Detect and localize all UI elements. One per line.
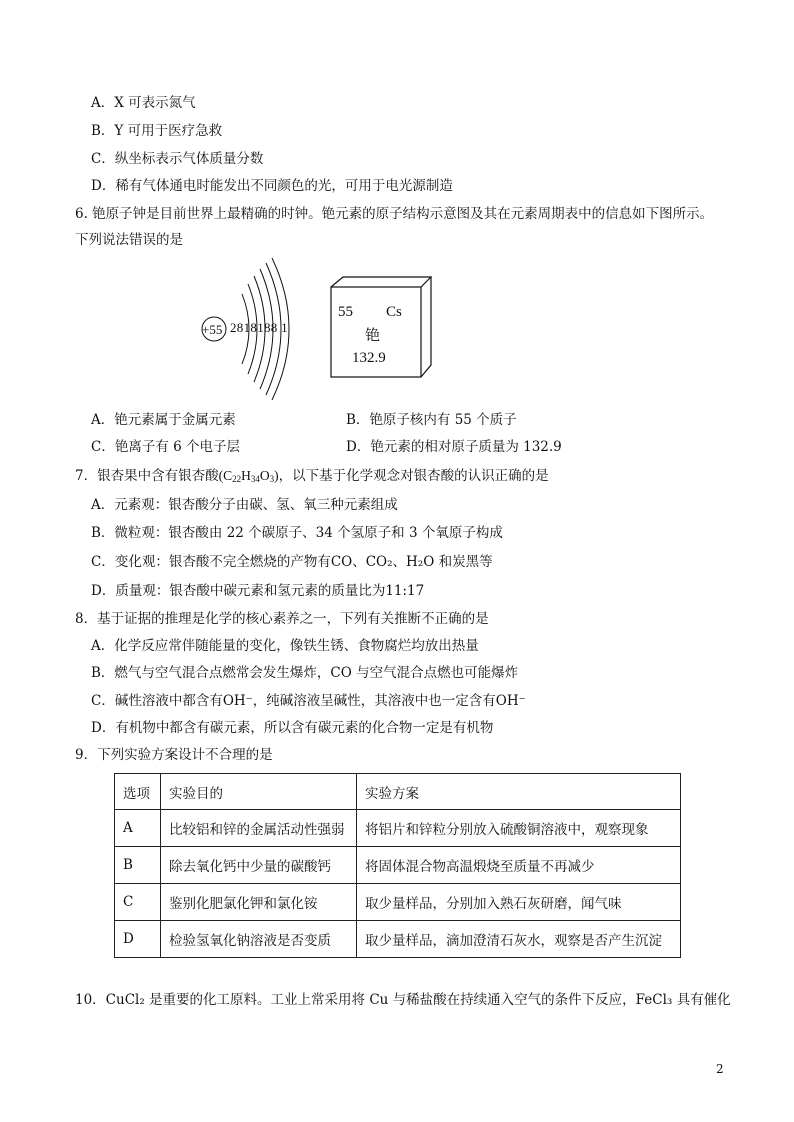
q7-formula: $(C_{22}H_{34}O_3)$ — [218, 468, 279, 484]
row-option: B — [115, 847, 161, 884]
q6-option-c: C．铯离子有 6 个电子层 — [91, 439, 241, 455]
q7-option-c: C．变化观：银杏酸不完全燃烧的产物有CO、CO₂、H₂O 和炭黑等 — [91, 554, 493, 570]
q8-option-a: A．化学反应常伴随能量的变化，像铁生锈、食物腐烂均放出热量 — [91, 638, 479, 654]
row-purpose: 鉴别化肥氯化钾和氯化铵 — [161, 884, 357, 921]
row-plan: 取少量样品，分别加入熟石灰研磨，闻气味 — [357, 884, 681, 921]
q6-option-a: A．铯元素属于金属元素 — [91, 412, 236, 428]
header-plan: 实验方案 — [357, 774, 681, 810]
q7-option-d: D．质量观：银杏酸中碳元素和氢元素的质量比为11:17 — [91, 583, 425, 599]
page-number: 2 — [716, 1062, 724, 1076]
table-row — [115, 884, 681, 921]
row-plan: 将铝片和锌粒分别放入硫酸铜溶液中，观察现象 — [357, 810, 681, 847]
row-purpose: 比较铝和锌的金属活动性强弱 — [161, 810, 357, 847]
q7-stem-post: ，以下基于化学观念对银杏酸的认识正确的是 — [278, 468, 549, 484]
shell-electron-counts: 2818188 1 — [230, 320, 288, 335]
q5-option-a: A．X 可表示氮气 — [91, 95, 196, 111]
row-purpose: 除去氧化钙中少量的碳酸钙 — [161, 847, 357, 884]
q5-option-c: C．纵坐标表示气体质量分数 — [91, 151, 264, 167]
row-purpose: 检验氢氧化钠溶液是否变质 — [161, 921, 357, 958]
q5-option-b: B．Y 可用于医疗急救 — [91, 123, 223, 139]
q6-stem-line2: 下列说法错误的是 — [75, 232, 183, 248]
row-plan: 取少量样品，滴加澄清石灰水，观察是否产生沉淀 — [357, 921, 681, 958]
q7-option-b: B．微粒观：银杏酸由 22 个碳原子、34 个氢原子和 3 个氧原子构成 — [91, 525, 503, 541]
tile-atomic-number: 55 — [338, 304, 353, 320]
q6-stem-line1: 6. 铯原子钟是目前世界上最精确的时钟。铯元素的原子结构示意图及其在元素周期表中的信息如下图所示。 — [75, 206, 714, 222]
tile-element-name: 铯 — [365, 326, 381, 344]
q6-option-d: D．铯元素的相对原子质量为 132.9 — [346, 439, 562, 455]
table-row — [115, 810, 681, 847]
q7-stem-pre: 7．银杏果中含有银杏酸 — [75, 468, 219, 484]
q9-experiment-table — [114, 773, 681, 958]
q6-option-b: B．铯原子核内有 55 个质子 — [346, 412, 517, 428]
q9-stem: 9．下列实验方案设计不合理的是 — [75, 747, 273, 763]
q7-option-a: A．元素观：银杏酸分子由碳、氢、氧三种元素组成 — [91, 497, 398, 513]
q5-option-d: D．稀有气体通电时能发出不同颜色的光，可用于电光源制造 — [91, 178, 453, 194]
row-plan: 将固体混合物高温煅烧至质量不再减少 — [357, 847, 681, 884]
tile-atomic-mass: 132.9 — [352, 350, 386, 366]
row-option: C — [115, 884, 161, 921]
q8-option-c: C．碱性溶液中都含有OH⁻，纯碱溶液呈碱性，其溶液中也一定含有OH⁻ — [91, 693, 526, 709]
table-row — [115, 847, 681, 884]
q8-option-d: D．有机物中都含有碳元素，所以含有碳元素的化合物一定是有机物 — [91, 720, 494, 736]
row-option: D — [115, 921, 161, 958]
header-purpose: 实验目的 — [161, 774, 357, 810]
table-row — [115, 921, 681, 958]
tile-element-symbol: Cs — [386, 304, 402, 320]
q8-stem: 8．基于证据的推理是化学的核心素养之一，下列有关推断不正确的是 — [75, 611, 489, 627]
row-option: A — [115, 810, 161, 847]
table-header-row — [115, 774, 681, 810]
nucleus-charge-label: +55 — [202, 322, 223, 337]
q10-stem: 10．CuCl₂ 是重要的化工原料。工业上常采用将 Cu 与稀盐酸在持续通入空气的条件下反应，FeCl₃ 具有催化 — [75, 992, 731, 1008]
header-option: 选项 — [115, 774, 161, 810]
q8-option-b: B．燃气与空气混合点燃常会发生爆炸，CO 与空气混合点燃也可能爆炸 — [91, 665, 519, 681]
q7-stem — [75, 467, 549, 488]
